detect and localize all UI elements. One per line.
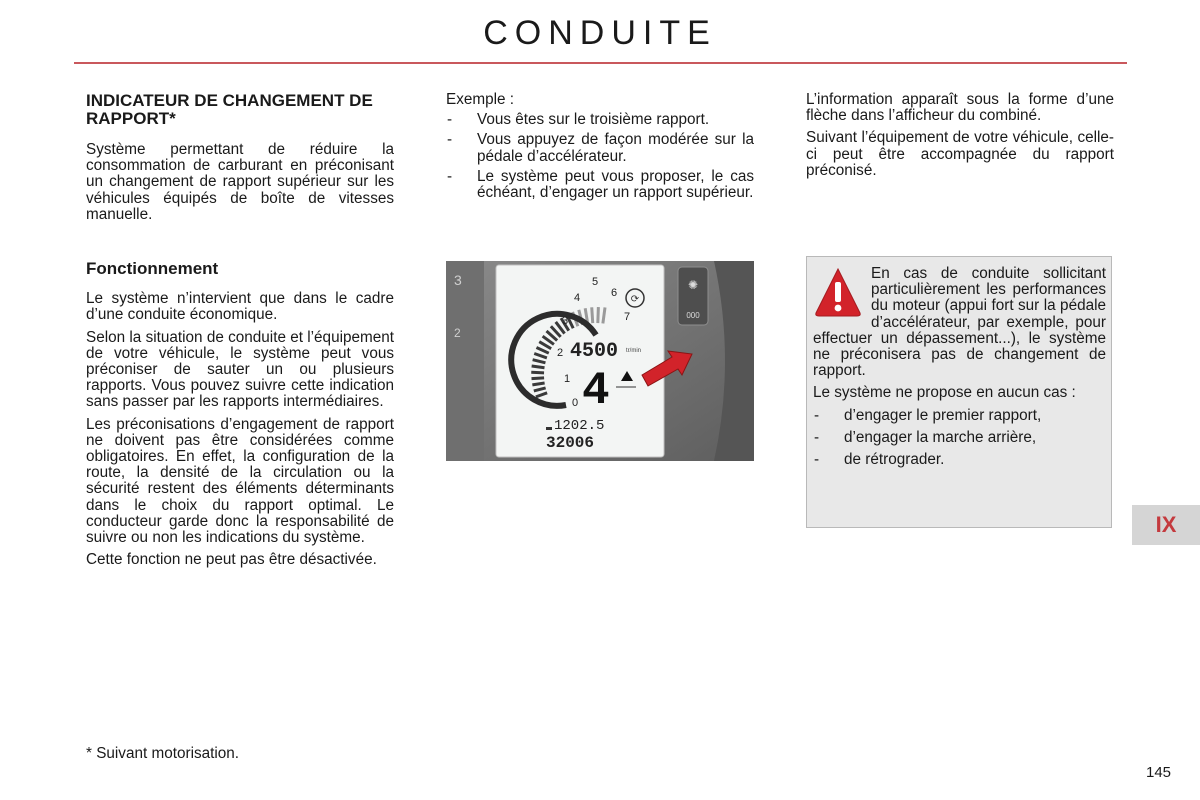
example-label: Exemple : bbox=[446, 91, 515, 108]
example-list bbox=[446, 112, 754, 201]
warning-triangle-icon bbox=[813, 266, 863, 318]
chapter-tab: IX bbox=[1132, 505, 1200, 545]
page-title: CONDUITE bbox=[483, 14, 717, 52]
header-divider bbox=[74, 62, 1127, 64]
tachometer-tick-label: 3 bbox=[562, 315, 569, 327]
left-gauge-edge bbox=[446, 261, 484, 461]
column-middle bbox=[446, 92, 754, 205]
footnote: * Suivant motorisation. bbox=[86, 745, 240, 762]
left-edge-number: 3 bbox=[454, 272, 462, 288]
tachometer-bar bbox=[598, 307, 599, 323]
tachometer-tick-label: 2 bbox=[557, 347, 564, 359]
list-item: - Vous êtes sur le troisième rapport. bbox=[446, 112, 754, 128]
gear-indicator: 4 bbox=[582, 365, 610, 417]
tachometer-bar bbox=[532, 378, 545, 379]
odo-icon: 000 bbox=[686, 311, 700, 320]
tachometer-bar bbox=[592, 307, 593, 323]
paragraph: Le système n’intervient que dans le cadre d’une conduite économique. bbox=[86, 290, 394, 324]
light-icon: ✺ bbox=[687, 278, 699, 292]
warning-list bbox=[813, 408, 1106, 469]
list-item: - Vous appuyez de façon modérée sur la pédale d’accélérateur. bbox=[446, 132, 754, 164]
tachometer-bar bbox=[531, 372, 544, 373]
list-item: - de rétrograder. bbox=[813, 452, 1106, 468]
left-edge-number: 2 bbox=[454, 326, 461, 340]
eco-mode-glyph: ⟳ bbox=[630, 294, 640, 305]
subsection-title: Fonctionnement bbox=[86, 259, 219, 279]
section-title: INDICATEUR DE CHANGEMENT DE RAPPORT* bbox=[86, 91, 373, 128]
warning-paragraph: En cas de conduite sollicitant particulièrement les performances du moteur (appui fort sur la pédale d’accélérateur, par exemple, pour effectuer un dépassement...), le système ne préconisera pas de changement de rapport. bbox=[813, 265, 1106, 380]
paragraph: Cette fonction ne peut pas être désactivée. bbox=[86, 551, 377, 569]
list-item: - Le système peut vous proposer, le cas échéant, d’engager un rapport supérieur. bbox=[446, 169, 754, 201]
page-number: 145 bbox=[1146, 764, 1172, 781]
tachometer-tick-label: 1 bbox=[564, 373, 571, 385]
trip-readout: 1202.5 bbox=[554, 418, 605, 434]
paragraph: Selon la situation de conduite et l’équipement de votre véhicule, le système peut vous préconiser de sauter un ou plusieurs rapports. Vous pouvez suivre cette indication sans passer par les rapports intermédiaires. bbox=[86, 328, 394, 411]
rpm-unit: tr/min bbox=[626, 348, 641, 354]
tachometer-tick-label: 4 bbox=[574, 292, 581, 304]
trip-icon bbox=[546, 427, 552, 430]
tachometer-tick-label: 7 bbox=[624, 311, 631, 323]
tachometer-bar bbox=[603, 307, 605, 323]
tachometer-tick-label: 5 bbox=[592, 276, 599, 288]
odometer-readout: 32006 bbox=[546, 434, 595, 452]
tachometer-tick-label: 6 bbox=[611, 287, 618, 299]
tachometer-bar bbox=[532, 383, 544, 385]
paragraph: Les préconisations d’engagement de rapport ne doivent pas être considérées comme obligatoires. En effet, la configuration de la route, la densité de la circulation ou la sécurité restent des éléments déterminants dans le choix du rapport optimal. Le conducteur garde donc la responsabilité de suivre ou non les indications du système. bbox=[86, 415, 394, 547]
rpm-readout: 4500 bbox=[570, 340, 619, 363]
column-left bbox=[86, 92, 394, 574]
paragraph: L’information apparaît sous la forme d’une flèche dans l’afficheur du combiné. bbox=[806, 91, 1114, 125]
tachometer-bar bbox=[532, 366, 545, 368]
paragraph: Suivant l’équipement de votre véhicule, celle-ci peut être accompagnée du rapport préconisé. bbox=[806, 129, 1114, 179]
warning-box bbox=[806, 256, 1112, 528]
intro-paragraph: Système permettant de réduire la consommation de carburant en préconisant un changement de rapport supérieur sur les véhicules équipés de boîte de vitesses manuelle. bbox=[86, 141, 394, 223]
list-item: - d’engager la marche arrière, bbox=[813, 430, 1106, 446]
warning-paragraph: Le système ne propose en aucun cas : bbox=[813, 384, 1076, 402]
column-right bbox=[806, 92, 1114, 185]
list-item: - d’engager le premier rapport, bbox=[813, 408, 1106, 424]
tachometer-tick-label: 0 bbox=[572, 397, 579, 409]
instrument-cluster-illustration bbox=[446, 261, 754, 461]
